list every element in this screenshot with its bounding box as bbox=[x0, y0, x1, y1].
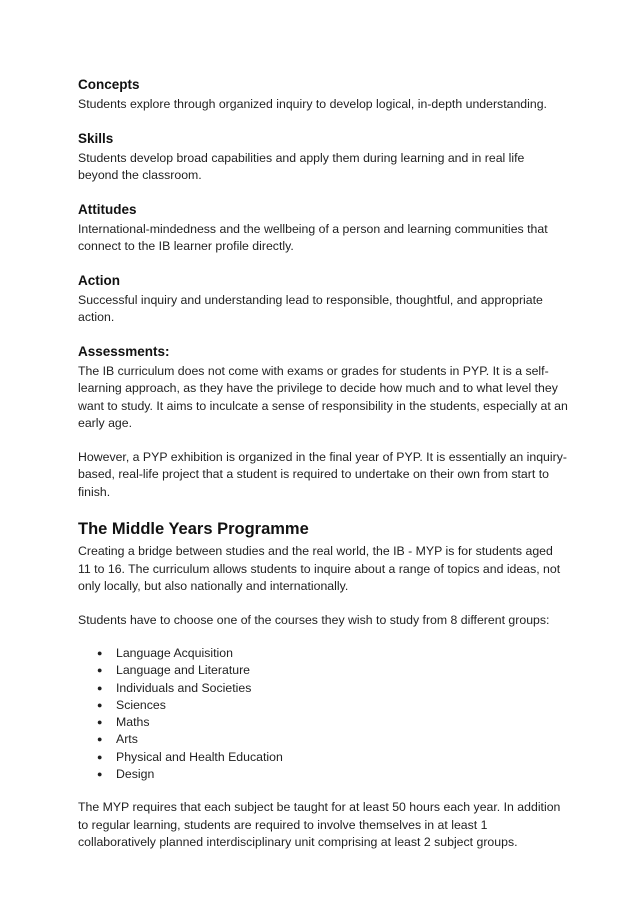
list-item: ● Maths bbox=[97, 714, 568, 731]
action-section bbox=[78, 272, 568, 327]
myp-section bbox=[78, 517, 568, 852]
list-item: ● Design bbox=[97, 766, 568, 783]
concepts-text: Students explore through organized inquiry to develop logical, in-depth understanding. bbox=[78, 97, 547, 111]
bullet-icon: ● bbox=[97, 682, 103, 693]
assessments-heading: Assessments: bbox=[78, 343, 170, 359]
bullet-icon: ● bbox=[97, 751, 103, 762]
action-text: Successful inquiry and understanding lead to responsible, thoughtful, and appropriate action. bbox=[78, 292, 543, 324]
assessments-paragraph-1: The IB curriculum does not come with exams or grades for students in PYP. It is a self-learning approach, as they have the privilege to decide how much and to what level they want to study. It aims to inculcate a sense of responsibility in the students, especially at an early age. bbox=[78, 363, 568, 430]
bullet-icon: ● bbox=[97, 665, 103, 676]
list-item: ● Individuals and Societies bbox=[97, 680, 568, 697]
bullet-icon: ● bbox=[97, 717, 103, 728]
assessments-paragraph-2: However, a PYP exhibition is organized in the final year of PYP. It is essentially an inquiry-based, real-life project that a student is required to undertake on their own from start to finish. bbox=[78, 449, 567, 499]
list-item: ● Physical and Health Education bbox=[97, 749, 568, 766]
bullet-icon: ● bbox=[97, 699, 103, 710]
myp-intro: Creating a bridge between studies and the real world, the IB - MYP is for students aged 11 to 16. The curriculum allows students to inquire about a range of topics and ideas, not only locally, but also nationally and internationally. bbox=[78, 544, 561, 593]
action-heading: Action bbox=[78, 272, 120, 288]
concepts-heading: Concepts bbox=[78, 77, 140, 92]
list-item: ● Arts bbox=[97, 731, 568, 748]
list-item: ● Language Acquisition bbox=[97, 645, 568, 662]
myp-title: The Middle Years Programme bbox=[78, 520, 309, 538]
skills-heading: Skills bbox=[78, 130, 114, 146]
bullet-icon: ● bbox=[97, 734, 103, 745]
myp-closing: The MYP requires that each subject be taught for at least 50 hours each year. In addition to regular learning, students are required to involve themselves in at least 1 collaboratively planned interdisciplinary unit comprising at least 2 subject groups. bbox=[78, 800, 561, 850]
myp-choose-text: Students have to choose one of the courses they wish to study from 8 different groups: bbox=[78, 612, 550, 627]
concepts-section bbox=[78, 76, 568, 114]
attitudes-section bbox=[78, 201, 568, 256]
list-item: ● Sciences bbox=[97, 697, 568, 714]
assessments-section bbox=[78, 343, 568, 502]
attitudes-text: International-mindedness and the wellbeing of a person and learning communities that connect to the IB learner profile directly. bbox=[78, 221, 548, 253]
bullet-icon: ● bbox=[97, 648, 103, 658]
attitudes-heading: Attitudes bbox=[78, 201, 137, 217]
bullet-icon: ● bbox=[97, 769, 103, 780]
skills-section bbox=[78, 130, 568, 185]
myp-groups-list bbox=[78, 645, 568, 783]
skills-text: Students develop broad capabilities and apply them during learning and in real life beyond the classroom. bbox=[78, 150, 525, 182]
document-page bbox=[78, 76, 568, 852]
list-item: ● Language and Literature bbox=[97, 662, 568, 679]
